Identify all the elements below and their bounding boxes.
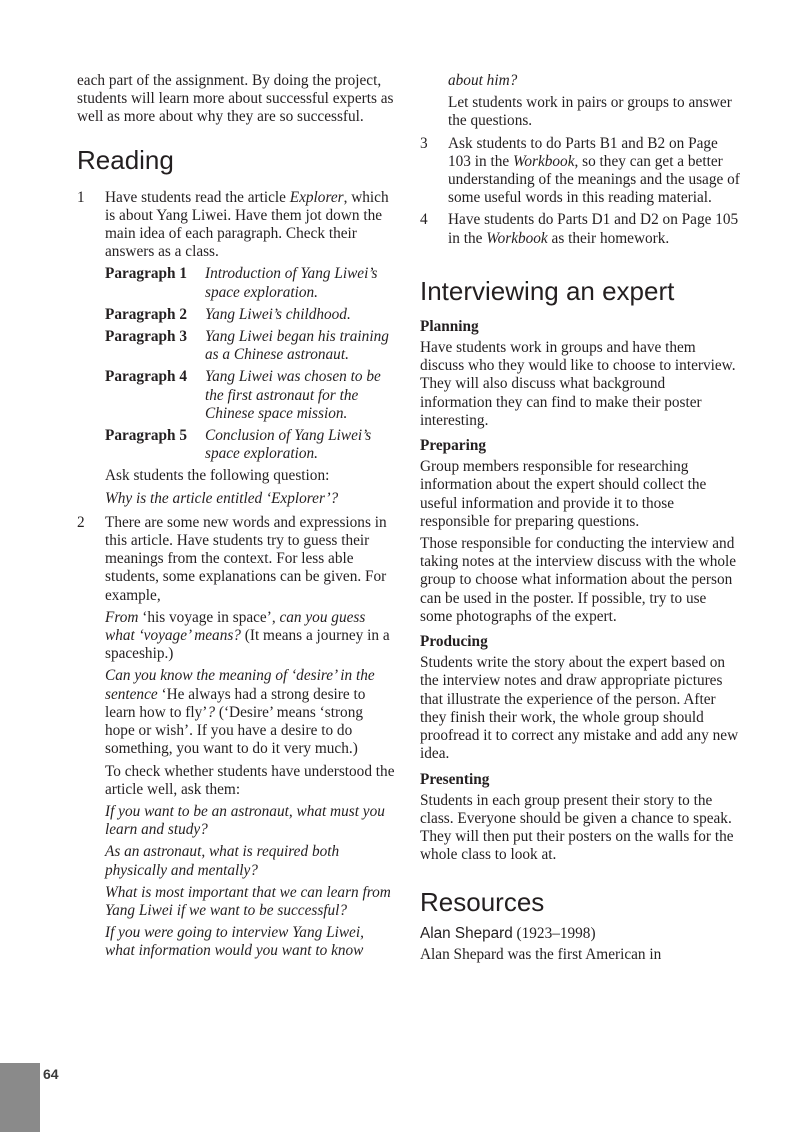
presenting-heading: Presenting bbox=[420, 770, 490, 788]
ask-text: Ask students the following question: bbox=[105, 467, 330, 485]
paragraph-summary: Paragraph 1 Introduction of Yang Liwei’s space exploration. bbox=[105, 265, 378, 301]
page-number: 64 bbox=[43, 1066, 59, 1082]
planning-text: Have students work in groups and have them discuss who they would like to choose to interview. They will also discuss what background information they can find to make their poster interesting. bbox=[420, 339, 736, 429]
item-number: 3 bbox=[420, 134, 428, 152]
question-4-end: about him? bbox=[448, 72, 518, 89]
check-question-2: As an astronaut, what is required both physically and mentally? bbox=[105, 843, 340, 879]
reading-item-3 bbox=[420, 135, 740, 208]
item-2-text: There are some new words and expressions in this article. Have students try to guess their meanings from the context. For less able students, some explanations can be given. For example, bbox=[105, 513, 387, 604]
example-2: Can you know the meaning of ‘desire’ in the sentence ‘He always had a strong desire to learn how to fly’? (‘Desire’ means ‘strong hope or wish’. If you have a desire to do something, you want to do it very much.) bbox=[105, 667, 375, 758]
pairs-text: Let students work in pairs or groups to answer the questions. bbox=[448, 94, 732, 130]
right-column bbox=[420, 72, 740, 964]
item-3-text: Ask students to do Parts B1 and B2 on Page 103 in the Workbook, so they can get a better understanding of the meanings and the usage of some useful words in this reading material. bbox=[448, 134, 740, 207]
preparing-text-2: Those responsible for conducting the interview and taking notes at the interview discuss with the whole group to choose what information about the person can be used in the poster. If possible, try to use some photographs of the expert. bbox=[420, 535, 737, 625]
planning-heading: Planning bbox=[420, 317, 479, 335]
paragraph-summary: Paragraph 5 Conclusion of Yang Liwei’s space exploration. bbox=[105, 427, 372, 463]
item-1-text: Have students read the article Explorer, which is about Yang Liwei. Have them jot down the main idea of each paragraph. Check their answers as a class. bbox=[105, 188, 389, 261]
item-number: 4 bbox=[420, 211, 428, 229]
producing-text: Students write the story about the expert based on the interview notes and draw appropriate pictures that illustrate the experience of the person. After they finish their work, the whole group should proofread it to correct any mistake and add any new idea. bbox=[420, 654, 739, 763]
page-tab bbox=[0, 1063, 40, 1132]
resource-subheading: Alan Shepard (1923–1998) bbox=[420, 924, 596, 942]
resource-text: Alan Shepard was the first American in bbox=[420, 945, 662, 963]
question-text: Why is the article entitled ‘Explorer’? bbox=[105, 489, 339, 507]
paragraph-summary: Paragraph 4 Yang Liwei was chosen to be the first astronaut for the Chinese space mission. bbox=[105, 368, 381, 422]
reading-item-1 bbox=[77, 189, 395, 508]
item-4-text: Have students do Parts D1 and D2 on Page 105 in the Workbook as their homework. bbox=[448, 211, 739, 247]
check-question-3: What is most important that we can learn from Yang Liwei if we want to be successful? bbox=[105, 883, 391, 919]
example-1: From ‘his voyage in space’, can you guess what ‘voyage’ means? (It means a journey in a spaceship.) bbox=[105, 608, 390, 663]
preparing-text-1: Group members responsible for researching information about the expert should collect the useful information and provide it to those responsible for preparing questions. bbox=[420, 458, 707, 530]
interviewing-heading: Interviewing an expert bbox=[420, 275, 675, 306]
paragraph-summary-list bbox=[105, 265, 395, 463]
left-column bbox=[77, 72, 395, 961]
item-number: 1 bbox=[77, 188, 85, 206]
check-question-4: If you were going to interview Yang Liwei, what information would you want to know bbox=[105, 924, 364, 960]
paragraph-summary: Paragraph 2 Yang Liwei’s childhood. bbox=[105, 305, 351, 323]
resources-heading: Resources bbox=[420, 886, 545, 917]
reading-item-4 bbox=[420, 211, 740, 247]
preparing-heading: Preparing bbox=[420, 437, 486, 455]
intro-paragraph: each part of the assignment. By doing the project, students will learn more about successful experts as well as more about why they are so successful. bbox=[77, 72, 394, 126]
item-number: 2 bbox=[77, 513, 85, 531]
check-text: To check whether students have understood the article well, ask them: bbox=[105, 762, 395, 798]
check-question-1: If you want to be an astronaut, what must you learn and study? bbox=[105, 802, 385, 839]
reading-heading: Reading bbox=[77, 144, 174, 175]
reading-item-2 bbox=[77, 514, 395, 961]
producing-heading: Producing bbox=[420, 633, 488, 651]
paragraph-summary: Paragraph 3 Yang Liwei began his training as a Chinese astronaut. bbox=[105, 328, 389, 364]
presenting-text: Students in each group present their story to the class. Everyone should be given a chance to speak. They will then put their posters on the walls for the whole class to look at. bbox=[420, 791, 734, 864]
